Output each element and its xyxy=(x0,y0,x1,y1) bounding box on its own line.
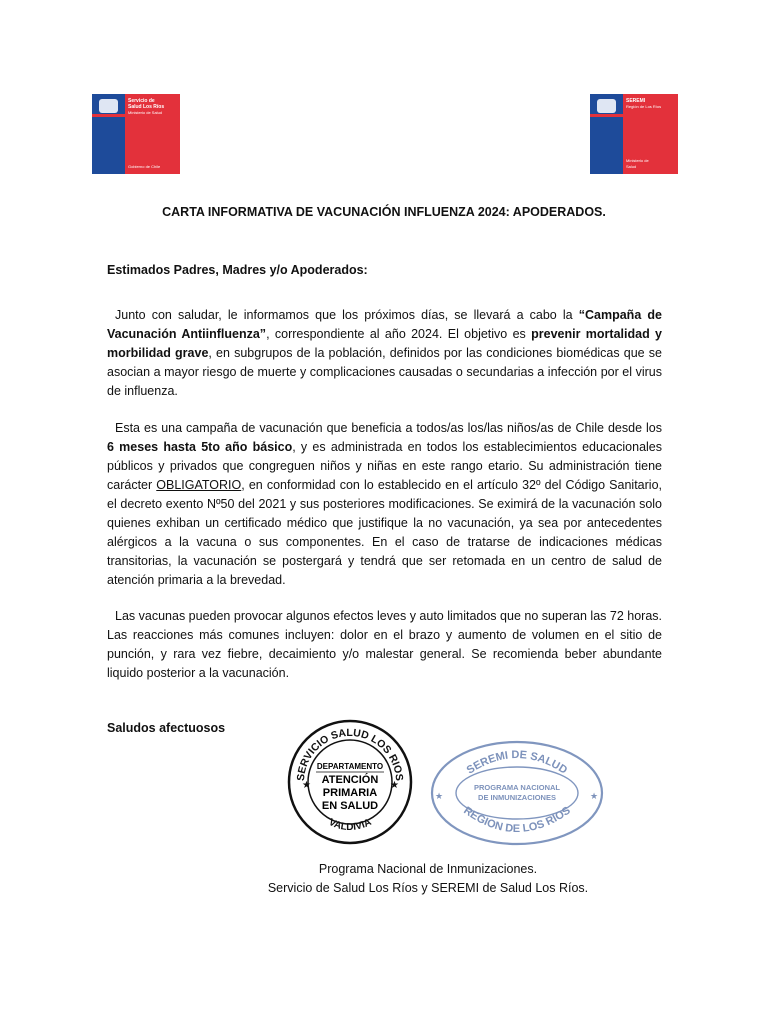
stamp-line: PRIMARIA xyxy=(322,787,378,799)
logo-line: Servicio de xyxy=(128,98,155,104)
svg-text:REGION DE LOS RIOS xyxy=(461,805,572,835)
page-title: CARTA INFORMATIVA DE VACUNACIÓN INFLUENZA 2024: APODERADOS. xyxy=(162,205,606,219)
star-icon: ★ xyxy=(390,780,399,791)
star-icon: ★ xyxy=(590,791,599,801)
stamp-line: PROGRAMA NACIONAL xyxy=(474,783,560,792)
campaign-name: “Campaña de Vacunación Antiinfluenza” xyxy=(107,308,662,341)
stamp-ring-bottom: VALDIVIA xyxy=(326,816,374,834)
objective: prevenir mortalidad y morbilidad grave xyxy=(107,327,662,360)
seremi-stamp xyxy=(428,738,606,848)
logo-line: Ministerio de xyxy=(626,158,649,163)
stamp-ring-top: SERVICIO SALUD LOS RIOS xyxy=(294,726,406,782)
closing: Saludos afectuosos xyxy=(107,721,226,735)
text: , y es administrada en todos los establecimientos educacionales públicos y privados que congreguen niños y niñas en este rango etario. Su administración tiene carácter xyxy=(107,440,662,492)
svg-text:VALDIVIA xyxy=(327,817,374,833)
text: Esta es una campaña de vacunación que beneficia a todos/as los/las niños/as de Chile desde los xyxy=(115,421,662,435)
stamp-line: DE INMUNIZACIONES xyxy=(478,793,556,802)
text: Junto con saludar, le informamos que los próximos días, se llevará a cabo la xyxy=(115,308,579,322)
logo-line: Ministerio de Salud xyxy=(128,110,163,115)
paragraph-1 xyxy=(107,306,662,401)
footer-line-1: Programa Nacional de Inmunizaciones. xyxy=(318,862,538,876)
greeting: Estimados Padres, Madres y/o Apoderados: xyxy=(107,263,368,277)
coat-of-arms-icon xyxy=(99,99,118,113)
paragraph-3: Las vacunas pueden provocar algunos efectos leves y auto limitados que no superan las 72 horas. Las reacciones más comunes incluyen: dolor en el brazo y aumento de volumen en el sitio de punción, y rara vez fiebre, decaimiento y/o malestar general. Se recomienda beber abundante liquido posterior a la vacunación. xyxy=(107,609,662,680)
text: , en subgrupos de la población, definidos por las condiciones biomédicas que se asocian a mayor riesgo de muerte y complicaciones causadas o secundarias a infección por el virus de influenza. xyxy=(107,346,662,398)
seremi-logo xyxy=(590,94,678,174)
stamp-line: DEPARTAMENTO xyxy=(316,762,384,771)
logo-line: SEREMI xyxy=(626,98,646,104)
servicio-salud-stamp xyxy=(286,718,414,846)
footer-line-2: Servicio de Salud Los Ríos y SEREMI de Salud Los Ríos. xyxy=(267,881,589,895)
star-icon: ★ xyxy=(435,791,444,801)
logo-bottom xyxy=(626,158,676,170)
paragraph-2 xyxy=(107,419,662,590)
logo-line: Región de Los Ríos xyxy=(626,104,662,109)
mandatory-label: OBLIGATORIO xyxy=(156,478,242,492)
servicio-salud-logo xyxy=(92,94,180,174)
text: , correspondiente al año 2024. El objetivo es xyxy=(266,327,532,341)
stamp-line: ATENCIÓN xyxy=(321,774,379,786)
age-range: 6 meses hasta 5to año básico xyxy=(107,440,293,454)
coat-of-arms-icon xyxy=(597,99,616,113)
logo-line: Gobierno de Chile xyxy=(128,164,161,169)
logo-line: Salud xyxy=(626,164,637,169)
stamp-line: EN SALUD xyxy=(321,800,379,812)
star-icon: ★ xyxy=(302,780,311,791)
stamp-ring-top: SEREMI DE SALUD xyxy=(464,748,570,777)
stamp-ring-bottom: REGION DE LOS RIOS xyxy=(461,804,573,836)
text: , en conformidad con lo establecido en el artículo 32º del Código Sanitario, el decreto exento Nº50 del 2021 y sus posteriores modificaciones. Se eximirá de la vacunación solo quienes exhiban un certificado médico que justifique la no vacunación, ya sea por antecedentes alérgicos a la vacuna o sus componentes. En el caso de tratarse de indicaciones médicas transitorias, la vacunación se postergará y tendrá que ser retomada en un centro de salud de atención primaria a la brevedad. xyxy=(107,478,662,587)
logo-line: Salud Los Ríos xyxy=(128,104,165,110)
